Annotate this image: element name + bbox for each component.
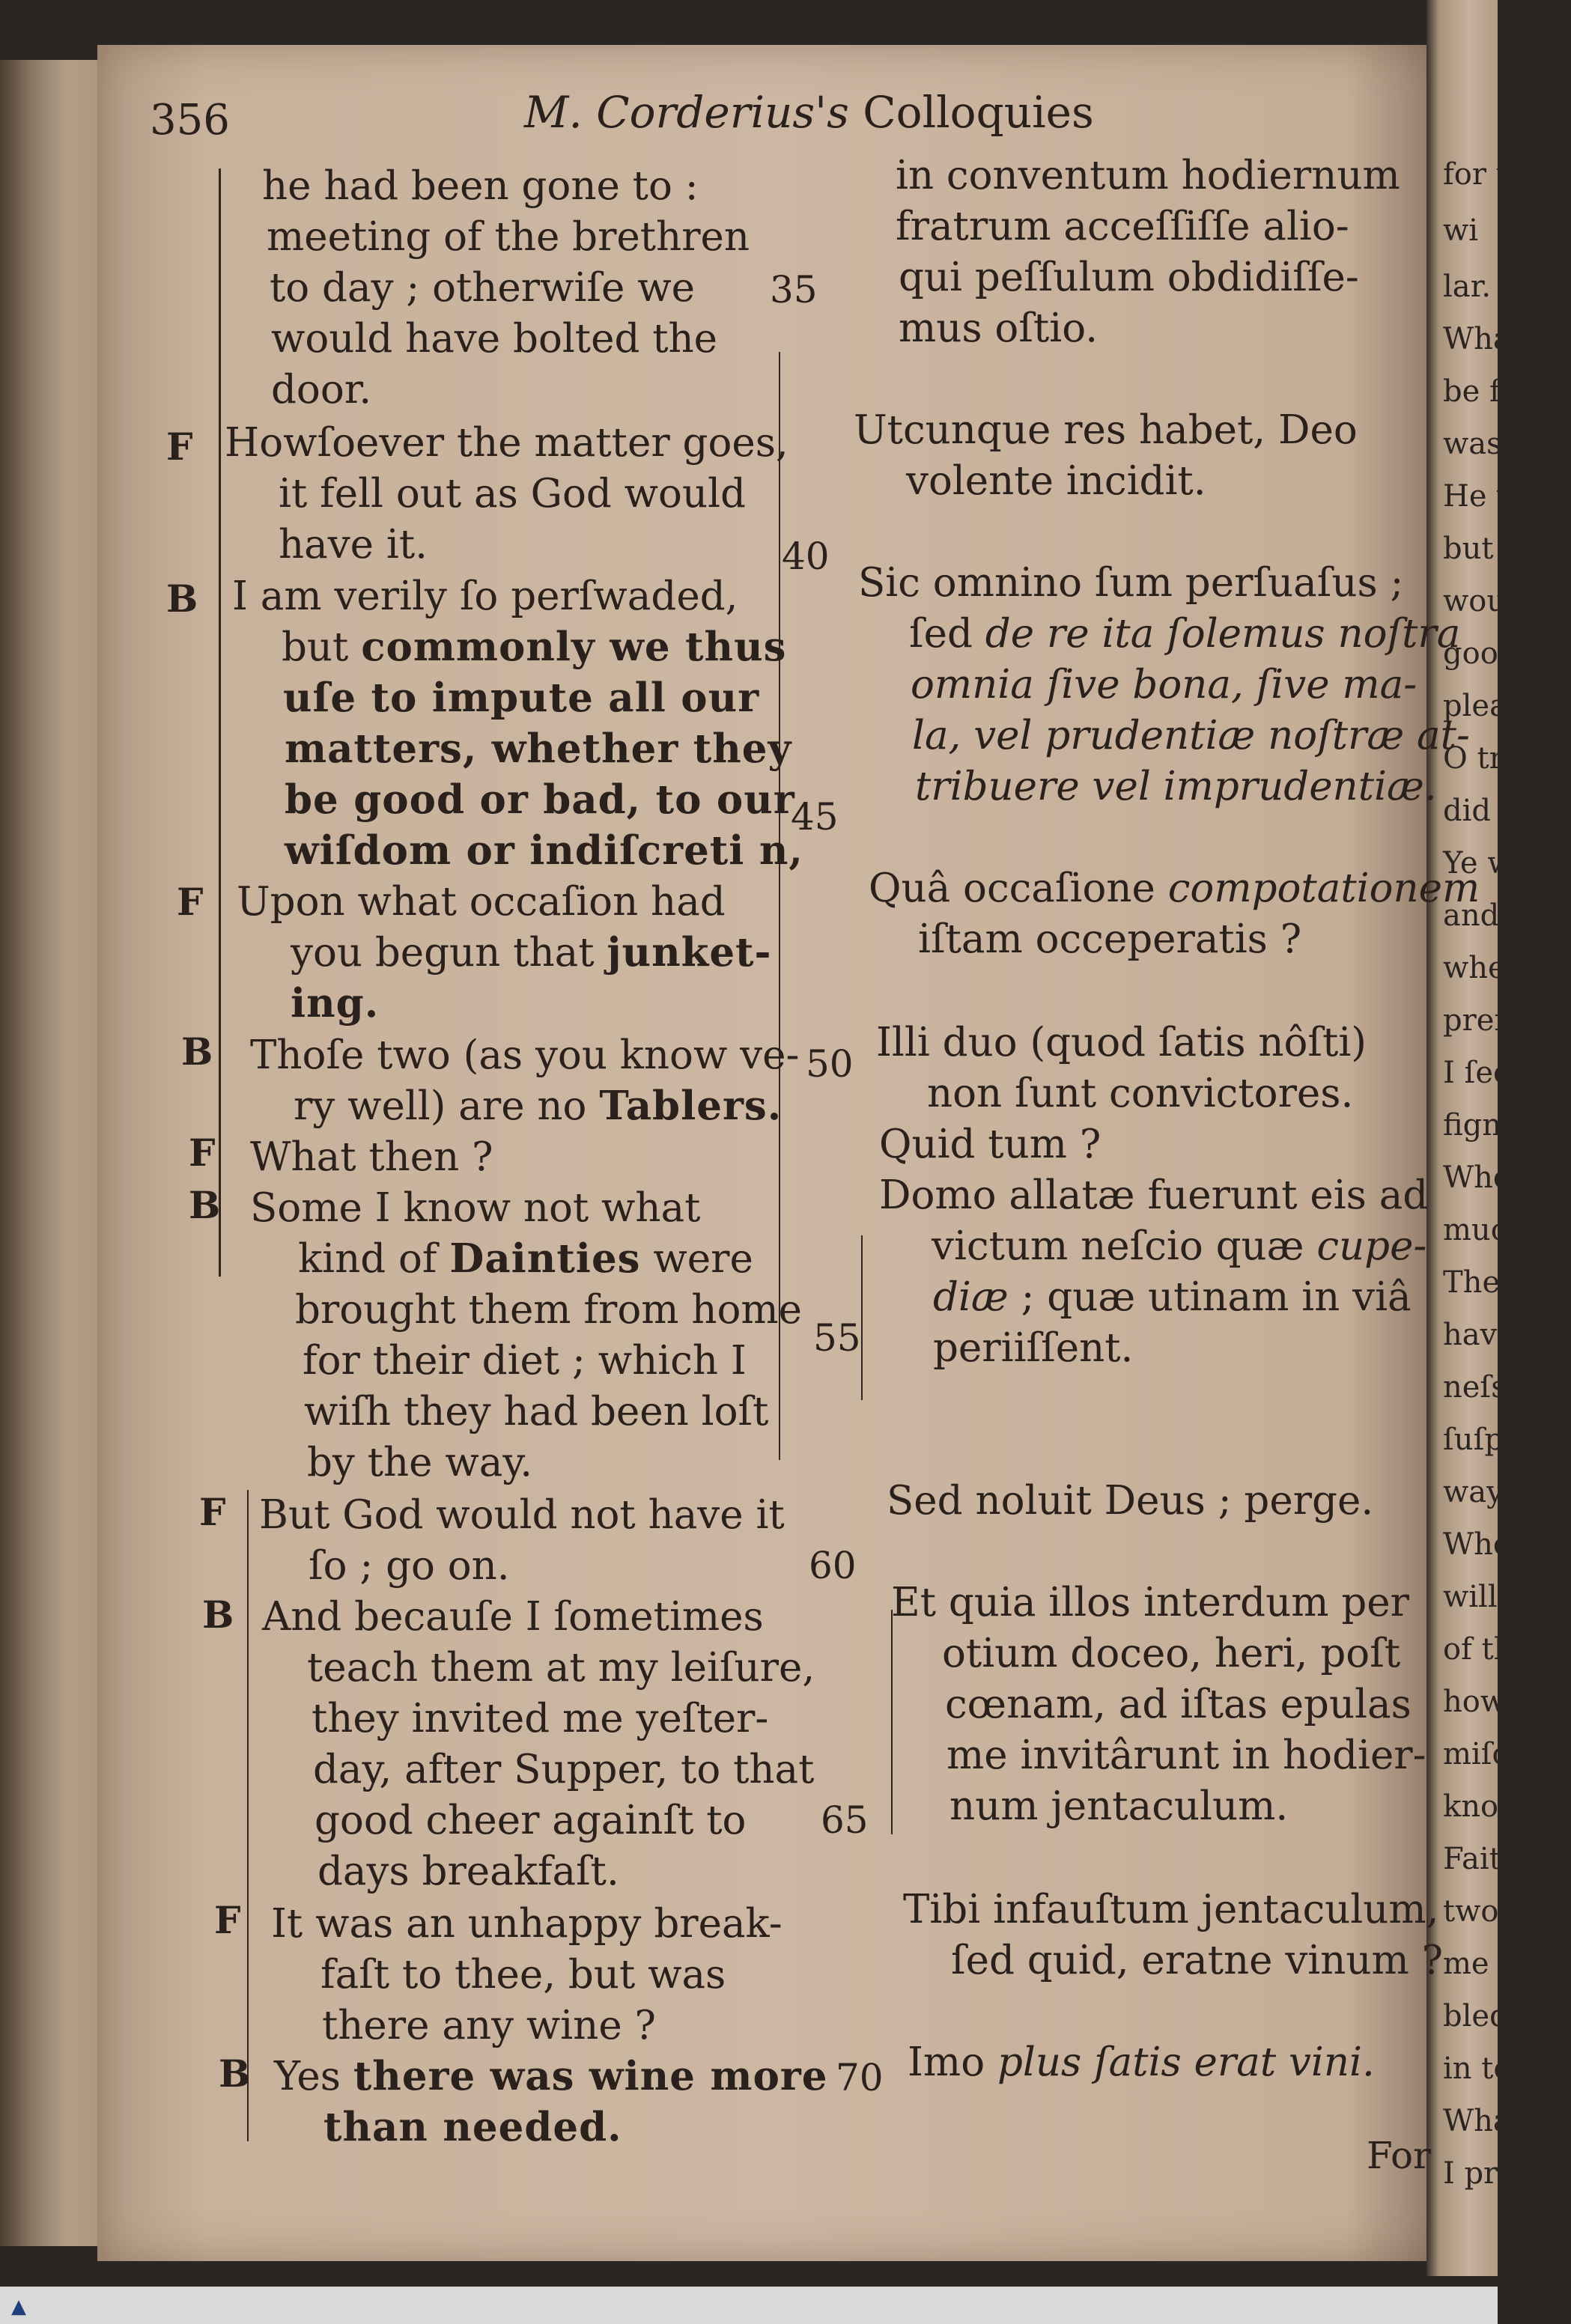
blackletter-word: Tablers. <box>599 1083 783 1129</box>
scan-footer-bar <box>0 2287 1498 2324</box>
latin-word: Imo <box>908 2039 985 2085</box>
blackletter-phrase: there was wine more <box>353 2053 828 2099</box>
line-number: 50 <box>806 1042 854 1086</box>
line-number: 70 <box>836 2056 884 2099</box>
latin-line: fratrum acceſſiſſe alio- <box>896 204 1349 249</box>
neighbor-fragment: but <box>1443 532 1494 566</box>
neighbor-fragment: whe <box>1443 951 1506 985</box>
english-line: to day ; otherwiſe we <box>270 265 695 311</box>
latin-bracket-rule-2 <box>891 1610 893 1834</box>
latin-italic-word: compotationem <box>1167 866 1480 911</box>
english-line: good cheer againſt to <box>314 1798 747 1843</box>
latin-line: Domo allatæ fuerunt eis ad <box>879 1172 1429 1218</box>
left-margin-rule-lower <box>247 1490 249 2141</box>
english-line-blackletter: than needed. <box>323 2104 622 2150</box>
english-line: day, after Supper, to that <box>313 1747 815 1792</box>
neighbor-fragment: did y <box>1443 794 1518 828</box>
english-word: were <box>653 1236 753 1282</box>
speaker-label: F <box>177 880 204 924</box>
english-word: ry well) are no <box>294 1083 587 1129</box>
neighbor-fragment: be f <box>1443 374 1501 409</box>
english-line-blackletter: wiſdom or indiſcreti n, <box>285 827 803 874</box>
line-number: 65 <box>821 1798 869 1842</box>
neighbor-fragment: how the <box>1443 1685 1565 1719</box>
latin-italic-word: diæ <box>933 1274 1009 1320</box>
latin-line-italic: la, vel prudentiæ noſtræ at- <box>912 713 1470 758</box>
neighbor-fragment: miſchie <box>1443 1737 1556 1771</box>
neighbor-fragment: ſuſpect <box>1443 1423 1551 1457</box>
latin-line: volente incidit. <box>906 458 1206 504</box>
neighbor-fragment: What <box>1443 322 1523 356</box>
latin-line: periiſſent. <box>933 1325 1134 1371</box>
english-line: there any wine ? <box>322 2003 656 2048</box>
english-word: Yes <box>274 2054 341 2099</box>
latin-line <box>933 1274 1412 1320</box>
english-line: they invited me yeſter- <box>312 1696 769 1742</box>
neighbor-fragment: lar. <box>1443 270 1492 304</box>
english-line: meeting of the brethren <box>267 214 750 260</box>
neighbor-fragment: have f <box>1443 1318 1536 1352</box>
blackletter-phrase: commonly we thus <box>361 624 787 670</box>
english-line <box>282 624 787 670</box>
neighbor-fragment: He wa <box>1443 479 1540 514</box>
running-title-author: M. Corderius's <box>524 87 849 138</box>
english-line: days breakfaſt. <box>317 1849 619 1894</box>
neighbor-fragment: Ye we <box>1443 846 1531 880</box>
neighbor-fragment: will tel <box>1443 1580 1546 1614</box>
latin-line: otium doceo, heri, poſt <box>942 1631 1401 1676</box>
latin-italic-phrase: de re ita ſolemus noſtra <box>985 611 1461 657</box>
english-line-blackletter: ing. <box>291 980 380 1026</box>
latin-line <box>908 2039 1375 2085</box>
english-line: for their diet ; which I <box>303 1338 747 1384</box>
latin-line: Quid tum ? <box>879 1122 1101 1167</box>
latin-line: Illi duo (quod ſatis nôſti) <box>876 1020 1367 1065</box>
latin-line: Utcunque res habet, Deo <box>854 407 1358 453</box>
latin-line: iſtam occeperatis ? <box>918 916 1302 962</box>
speaker-label: F <box>214 1898 241 1942</box>
english-line: it fell out as God would <box>279 471 746 517</box>
latin-line <box>932 1223 1427 1269</box>
blackletter-word: Dainties <box>449 1235 641 1282</box>
english-line: And becauſe I ſometimes <box>262 1594 764 1640</box>
english-line <box>291 929 772 976</box>
neighbor-fragment: for t <box>1443 157 1508 192</box>
neighbor-fragment: neſs fo <box>1443 1370 1546 1405</box>
latin-line-italic: tribuere vel imprudentiæ. <box>915 764 1437 809</box>
latin-line: num jentaculum. <box>949 1783 1289 1829</box>
neighbor-fragment: plea <box>1443 689 1507 723</box>
line-number: 35 <box>770 268 818 311</box>
latin-word: ; quæ utinam in viâ <box>1021 1274 1412 1320</box>
latin-line <box>909 611 1461 657</box>
english-line-blackletter: be good or bad, to our <box>285 776 795 823</box>
english-line: Howſoever the matter goes, <box>225 420 788 466</box>
speaker-label: B <box>166 577 198 621</box>
english-line-blackletter: matters, whether they <box>285 726 792 772</box>
latin-italic-phrase: plus ſatis erat vini. <box>997 2039 1375 2085</box>
neighbor-fragment: much <box>1443 1213 1527 1247</box>
english-line: faſt to thee, but was <box>320 1952 726 1998</box>
latin-line: Sed noluit Deus ; perge. <box>887 1478 1374 1524</box>
latin-line-italic: omnia ſive bona, ſive ma- <box>911 662 1417 708</box>
neighbor-fragment: O trou <box>1443 741 1541 776</box>
neighbor-fragment: woul <box>1443 584 1516 618</box>
speaker-label: F <box>166 425 193 469</box>
english-word: you begun that <box>291 930 595 976</box>
latin-line: Tibi infauſtum jentaculum, <box>903 1887 1439 1932</box>
latin-line: mus oſtio. <box>899 305 1099 351</box>
latin-line: non ſunt convictores. <box>927 1071 1354 1116</box>
line-number: 60 <box>809 1544 857 1587</box>
english-line: door. <box>271 367 372 413</box>
english-line: But God would not have it <box>259 1492 785 1538</box>
latin-word: Quâ occaſione <box>869 866 1155 911</box>
english-line: It was an unhappy break- <box>271 1901 783 1947</box>
neighbor-fragment: was <box>1443 427 1502 461</box>
english-line <box>274 2053 828 2099</box>
left-margin-rule <box>219 168 221 1277</box>
neighbor-fragment: of the <box>1443 1632 1531 1667</box>
book-page-edges <box>0 60 112 2246</box>
latin-line: me invitârunt in hodier- <box>946 1733 1426 1778</box>
speaker-label: B <box>189 1183 221 1227</box>
latin-line: qui peſſulum obdidiſſe- <box>899 255 1359 300</box>
speaker-label: F <box>189 1131 216 1175</box>
neighbor-fragment: figns a <box>1443 1108 1545 1143</box>
english-line: wiſh they had been loſt <box>304 1389 769 1435</box>
neighbor-fragment: wi <box>1443 213 1479 248</box>
latin-line: Sic omnino ſum perſuaſus ; <box>858 560 1404 606</box>
neighbor-fragment: me fee <box>1443 1947 1546 1981</box>
latin-line: cœnam, ad iſtas epulas <box>945 1682 1412 1727</box>
neighbor-fragment: I pray <box>1443 2156 1533 2191</box>
latin-line: Et quia illos interdum per <box>891 1580 1409 1625</box>
latin-italic-word: cupe- <box>1316 1223 1427 1269</box>
line-number: 40 <box>782 535 830 578</box>
neighbor-fragment: and f <box>1443 898 1520 933</box>
speaker-label: F <box>199 1490 226 1534</box>
neighbor-fragment: The M <box>1443 1265 1540 1300</box>
english-line: by the way. <box>307 1440 533 1485</box>
neighbor-fragment: goo <box>1443 636 1498 671</box>
english-line: teach them at my leiſure, <box>307 1645 815 1691</box>
english-line: Some I know not what <box>250 1185 701 1231</box>
page-number: 356 <box>150 96 230 145</box>
neighbor-page <box>1426 0 1571 2276</box>
english-line: brought them from home <box>295 1287 803 1333</box>
english-line: Thoſe two (as you know ve- <box>250 1032 800 1078</box>
english-line: ſo ; go on. <box>309 1543 510 1589</box>
line-number: 55 <box>813 1316 861 1360</box>
english-line: What then ? <box>250 1134 493 1180</box>
speaker-label: B <box>202 1593 234 1637</box>
neighbor-fragment: I ſee he <box>1443 1056 1558 1090</box>
latin-line: in conventum hodiernum <box>896 153 1400 198</box>
english-line: I am verily ſo perſwaded, <box>232 574 738 619</box>
speaker-label: B <box>181 1029 213 1074</box>
neighbor-fragment: way c <box>1443 1475 1530 1509</box>
neighbor-fragment: two th <box>1443 1894 1540 1929</box>
speaker-label: B <box>219 2051 251 2096</box>
english-word: but <box>282 624 349 670</box>
line-number: 45 <box>791 795 839 839</box>
neighbor-fragment: in ter <box>1443 2051 1526 2086</box>
catchword: For <box>1367 2134 1431 2177</box>
blackletter-word: junket- <box>607 929 772 976</box>
running-title-work: Colloquies <box>863 87 1094 138</box>
neighbor-fragment: What ca <box>1443 2104 1567 2138</box>
english-line: have it. <box>279 522 428 568</box>
latin-word: ſed <box>909 611 973 657</box>
english-line: he had been gone to : <box>262 163 699 209</box>
latin-bracket-rule <box>861 1235 863 1400</box>
english-line <box>298 1235 753 1282</box>
neighbor-fragment: Who w <box>1443 1161 1546 1195</box>
neighbor-fragment: prefe <box>1443 1003 1523 1038</box>
neighbor-fragment: Whom c <box>1443 1527 1567 1562</box>
running-title <box>524 87 1094 138</box>
english-line-blackletter: uſe to impute all our <box>283 675 760 721</box>
neighbor-fragment: Faith <box>1443 1842 1521 1876</box>
neighbor-fragment: know no <box>1443 1789 1571 1824</box>
english-word: kind of <box>298 1236 437 1282</box>
latin-line: ſed quid, eratne vinum ? <box>951 1938 1444 1983</box>
latin-word: victum neſcio quæ <box>932 1223 1304 1269</box>
english-line <box>294 1083 783 1129</box>
library-logo-icon: ▲ <box>11 2296 26 2318</box>
neighbor-fragment: bled at <box>1443 1999 1549 2034</box>
english-line: would have bolted the <box>271 316 718 362</box>
latin-line <box>869 866 1480 911</box>
english-line: Upon what occaſion had <box>237 879 726 925</box>
